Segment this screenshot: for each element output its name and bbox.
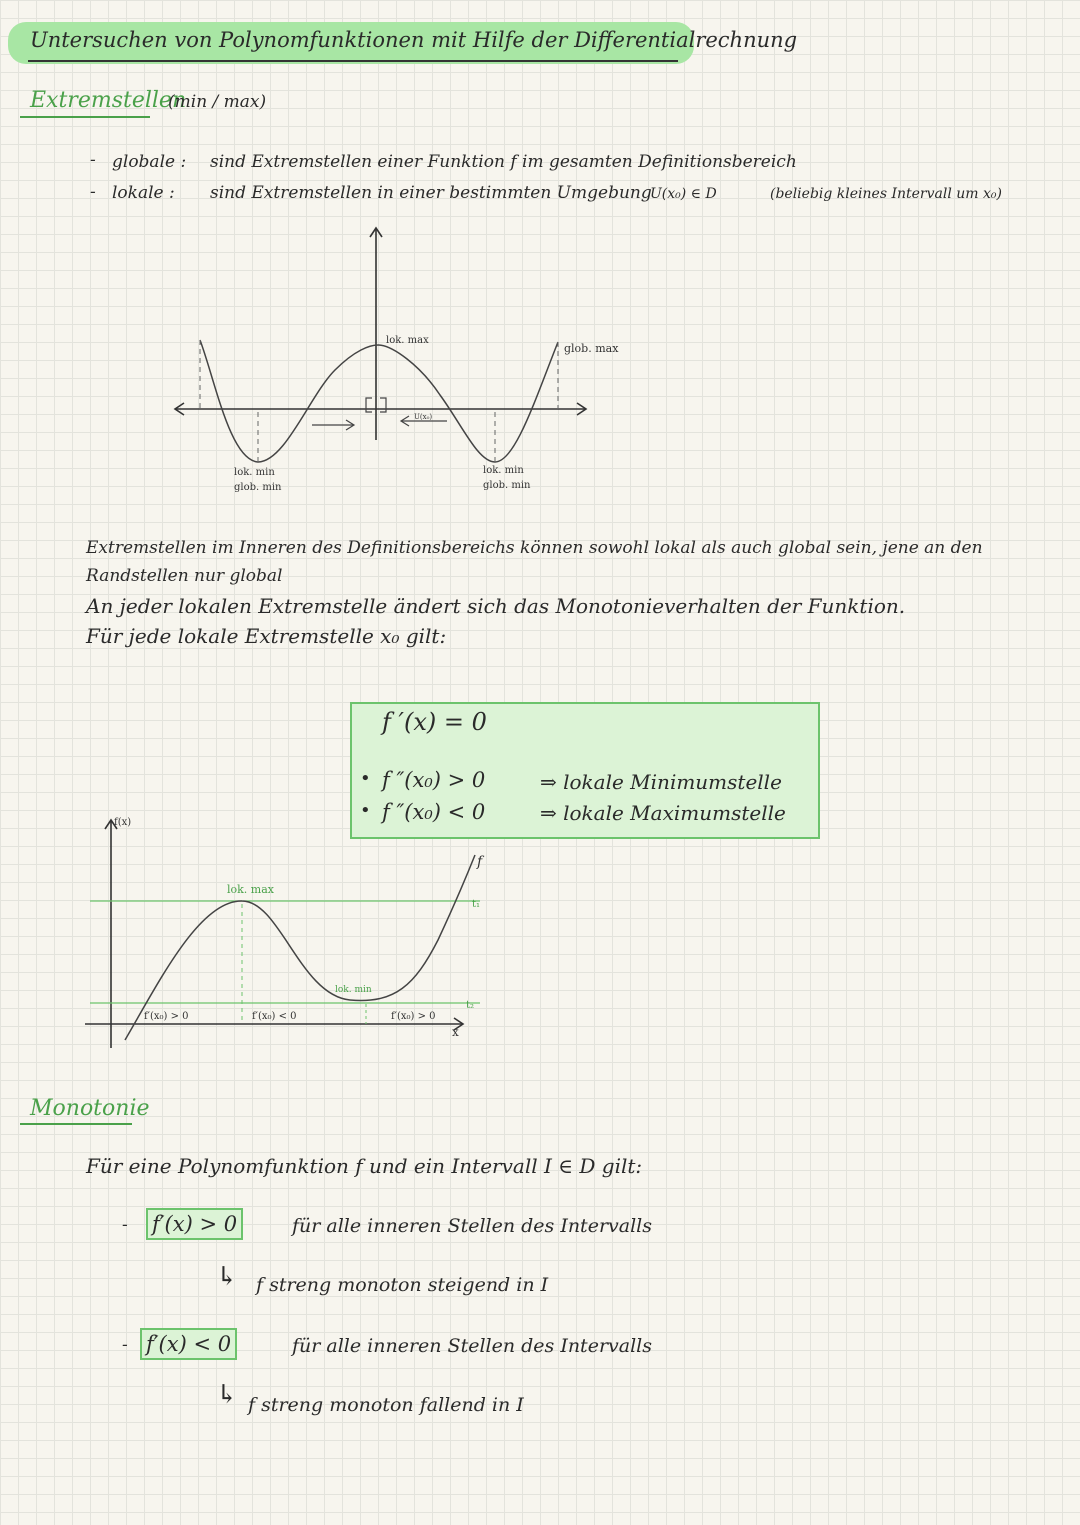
formula-bullet: •: [360, 800, 371, 821]
paragraph-line-2: Randstellen nur global: [86, 566, 283, 586]
monotonie-heading-underline: [20, 1123, 132, 1125]
bullet-dash: -: [90, 182, 96, 202]
graph2-y-label: f(x): [114, 817, 132, 828]
graph2-deriv-label-3: f′(x₀) > 0: [391, 1011, 436, 1022]
paragraph-line-4: Für jede lokale Extremstelle x₀ gilt:: [86, 624, 447, 648]
bullet-extra-lokal: U(x₀) ∈ D: [650, 186, 717, 202]
graph2-x-label: x: [452, 1025, 459, 1039]
graph2-y-axis: [105, 820, 117, 1048]
bullet-note-lokal: (beliebig kleines Intervall um x₀): [770, 186, 1002, 202]
formula-result-min: ⇒ lokale Minimumstelle: [540, 770, 782, 794]
graph1-left-min-label-1: lok. min: [234, 467, 275, 478]
monotonie-intro: Für eine Polynomfunktion f und ein Intervall I ∈ D gilt:: [86, 1154, 643, 1178]
formula-main: f ′(x) = 0: [382, 708, 487, 736]
bullet-dash: -: [90, 150, 96, 170]
bullet-text-lokal: sind Extremstellen in einer bestimmten Umgebung: [210, 183, 652, 203]
case-result-increasing: f streng monoton steigend in I: [256, 1274, 549, 1296]
graph2-t1-label: t₁: [472, 899, 481, 910]
bullet-term-lokal: lokale :: [112, 183, 175, 203]
bullet-text-global: sind Extremstellen einer Funktion f im gesamten Definitionsbereich: [210, 152, 797, 172]
case-dash: -: [122, 1335, 128, 1355]
graph2-deriv-label-1: f′(x₀) > 0: [144, 1011, 189, 1022]
page-title: Untersuchen von Polynomfunktionen mit Hilfe der Differentialrechnung: [30, 28, 798, 52]
graph1-glob-max-label: glob. max: [564, 342, 619, 355]
case-dash: -: [122, 1215, 128, 1235]
case-condition-increasing: f′(x) > 0: [146, 1208, 243, 1240]
graph1-lok-max-label: lok. max: [386, 335, 429, 346]
case-text-decreasing: für alle inneren Stellen des Intervalls: [292, 1335, 652, 1357]
graph2-lok-max-label: lok. max: [227, 883, 274, 896]
case-condition-decreasing: f′(x) < 0: [140, 1328, 237, 1360]
case-text-increasing: für alle inneren Stellen des Intervalls: [292, 1215, 652, 1237]
bullet-term-global: globale :: [112, 152, 187, 172]
graph1-left-min-label-2: glob. min: [234, 482, 282, 493]
case-arrow-decreasing: ↳: [216, 1380, 238, 1410]
paragraph-line-1: Extremstellen im Inneren des Definitionsbereichs können sowohl lokal als auch global sein, jene an den: [86, 538, 983, 558]
graph1-umgebung-label: U(x₀): [414, 413, 433, 421]
paragraph-line-3: An jeder lokalen Extremstelle ändert sich das Monotonieverhalten der Funktion.: [86, 594, 906, 618]
graph2-t2-label: t₂: [466, 1000, 475, 1011]
graph1-right-min-label-1: lok. min: [483, 465, 524, 476]
formula-result-max: ⇒ lokale Maximumstelle: [540, 801, 786, 825]
formula-cond-max: f ″(x₀) < 0: [382, 800, 486, 824]
graph2-deriv-label-2: f′(x₀) < 0: [252, 1011, 297, 1022]
extremstellen-subheading: (min / max): [168, 92, 267, 112]
case-arrow-increasing: ↳: [216, 1262, 238, 1292]
graph2-curve-label: f: [477, 854, 483, 870]
graph1-right-min-label-2: glob. min: [483, 480, 531, 491]
formula-cond-min: f ″(x₀) > 0: [382, 768, 486, 792]
extremstellen-heading: Extremstellen: [30, 88, 187, 113]
case-result-decreasing: f streng monoton fallend in I: [248, 1394, 524, 1416]
monotonie-heading: Monotonie: [30, 1096, 150, 1121]
graph2-lok-min-label: lok. min: [335, 985, 372, 995]
formula-bullet: •: [360, 768, 371, 789]
